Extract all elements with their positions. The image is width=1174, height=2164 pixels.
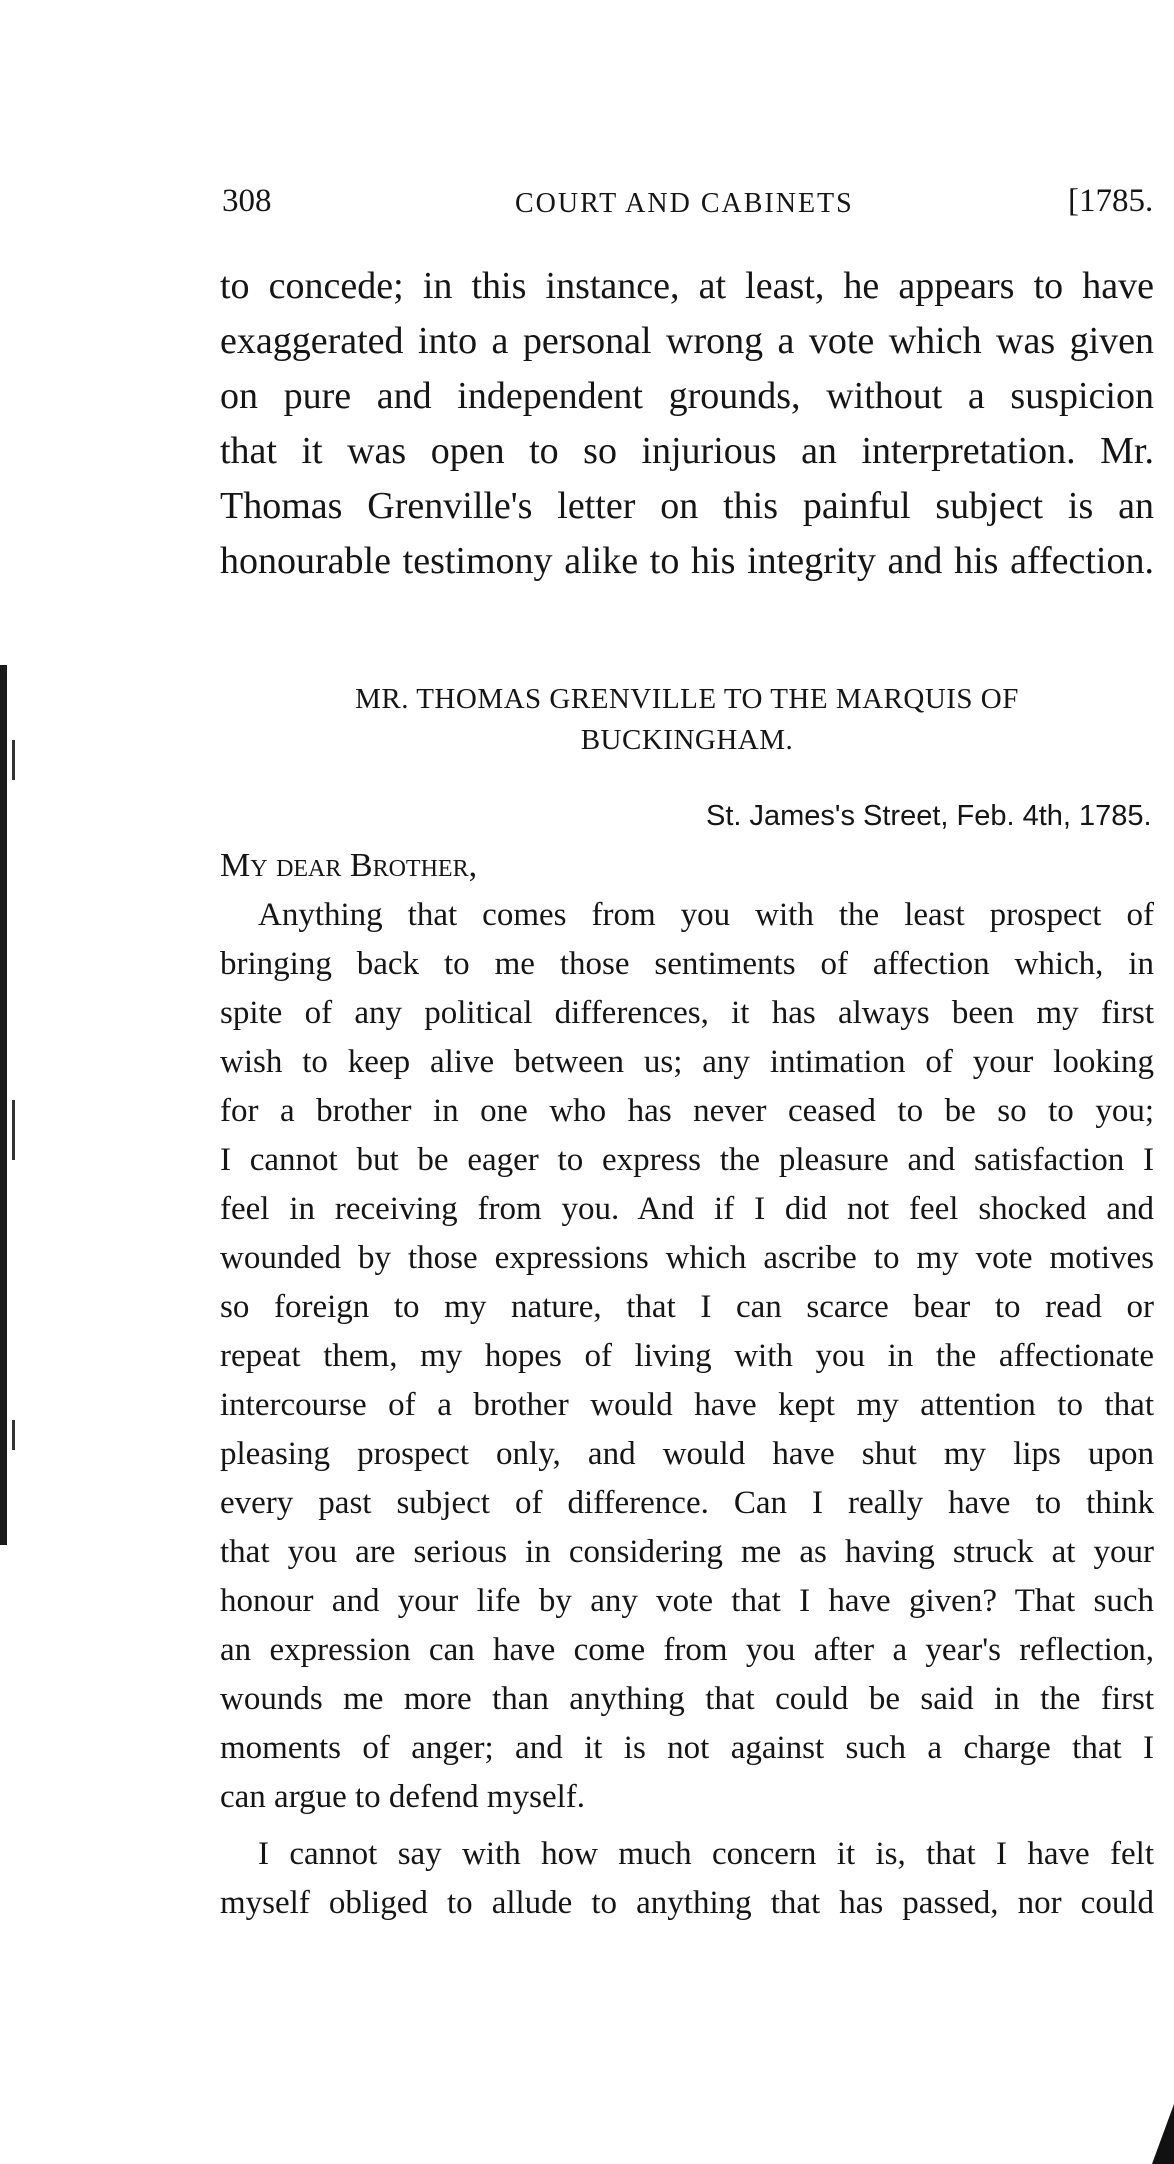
- text-line: honourable testimony alike to his integrity and his affection.: [220, 540, 1154, 582]
- text-line: an expression can have come from you after a year's reflection,: [220, 1632, 1154, 1668]
- scan-edge-mark: [12, 1420, 15, 1450]
- year-marker: [1785.: [1068, 183, 1154, 219]
- text-line: for a brother in one who has never ceased to be so to you;: [220, 1093, 1154, 1129]
- text-line: that it was open to so injurious an interpretation. Mr.: [220, 430, 1154, 472]
- text-line: so foreign to my nature, that I can scarce bear to read or: [220, 1289, 1154, 1325]
- text-line: pleasing prospect only, and would have shut my lips upon: [220, 1436, 1154, 1472]
- text-line: bringing back to me those sentiments of affection which, in: [220, 946, 1154, 982]
- text-line: wounds me more than anything that could be said in the first: [220, 1681, 1154, 1717]
- text-line: moments of anger; and it is not against such a charge that I: [220, 1730, 1154, 1766]
- text-line: every past subject of difference. Can I really have to think: [220, 1485, 1154, 1521]
- text-line: Thomas Grenville's letter on this painful subject is an: [220, 485, 1154, 527]
- text-line: myself obliged to allude to anything that has passed, nor could: [220, 1885, 1154, 1921]
- page-number: 308: [222, 183, 272, 219]
- text-line: spite of any political differences, it has always been my first: [220, 995, 1154, 1031]
- text-line: I cannot say with how much concern it is, that I have felt: [258, 1836, 1154, 1872]
- scan-edge-mark: [12, 740, 15, 780]
- text-line: can argue to defend myself.: [220, 1779, 585, 1815]
- letter-salutation: My dear Brother,: [220, 847, 478, 884]
- text-line: honour and your life by any vote that I have given? That such: [220, 1583, 1154, 1619]
- running-title: COURT AND CABINETS: [515, 188, 854, 219]
- scan-corner-mark: [1152, 2104, 1174, 2164]
- letter-heading-line: BUCKINGHAM.: [580, 724, 794, 756]
- text-line: I cannot but be eager to express the pleasure and satisfaction I: [220, 1142, 1154, 1178]
- text-line: on pure and independent grounds, without a suspicion: [220, 375, 1154, 417]
- text-line: repeat them, my hopes of living with you in the affectionate: [220, 1338, 1154, 1374]
- text-line: feel in receiving from you. And if I did not feel shocked and: [220, 1191, 1154, 1227]
- text-line: intercourse of a brother would have kept my attention to that: [220, 1387, 1154, 1423]
- text-line: that you are serious in considering me as having struck at your: [220, 1534, 1154, 1570]
- letter-heading-line: MR. THOMAS GRENVILLE TO THE MARQUIS OF: [355, 683, 1019, 715]
- text-line: exaggerated into a personal wrong a vote which was given: [220, 320, 1154, 362]
- text-line: Anything that comes from you with the least prospect of: [258, 897, 1154, 933]
- text-line: wish to keep alive between us; any intimation of your looking: [220, 1044, 1154, 1080]
- text-line: wounded by those expressions which ascribe to my vote motives: [220, 1240, 1154, 1276]
- scan-edge-bar: [0, 665, 7, 1545]
- scan-edge-mark: [12, 1100, 15, 1160]
- letter-dateline: St. James's Street, Feb. 4th, 1785.: [706, 800, 1152, 832]
- text-line: to concede; in this instance, at least, he appears to have: [220, 265, 1154, 307]
